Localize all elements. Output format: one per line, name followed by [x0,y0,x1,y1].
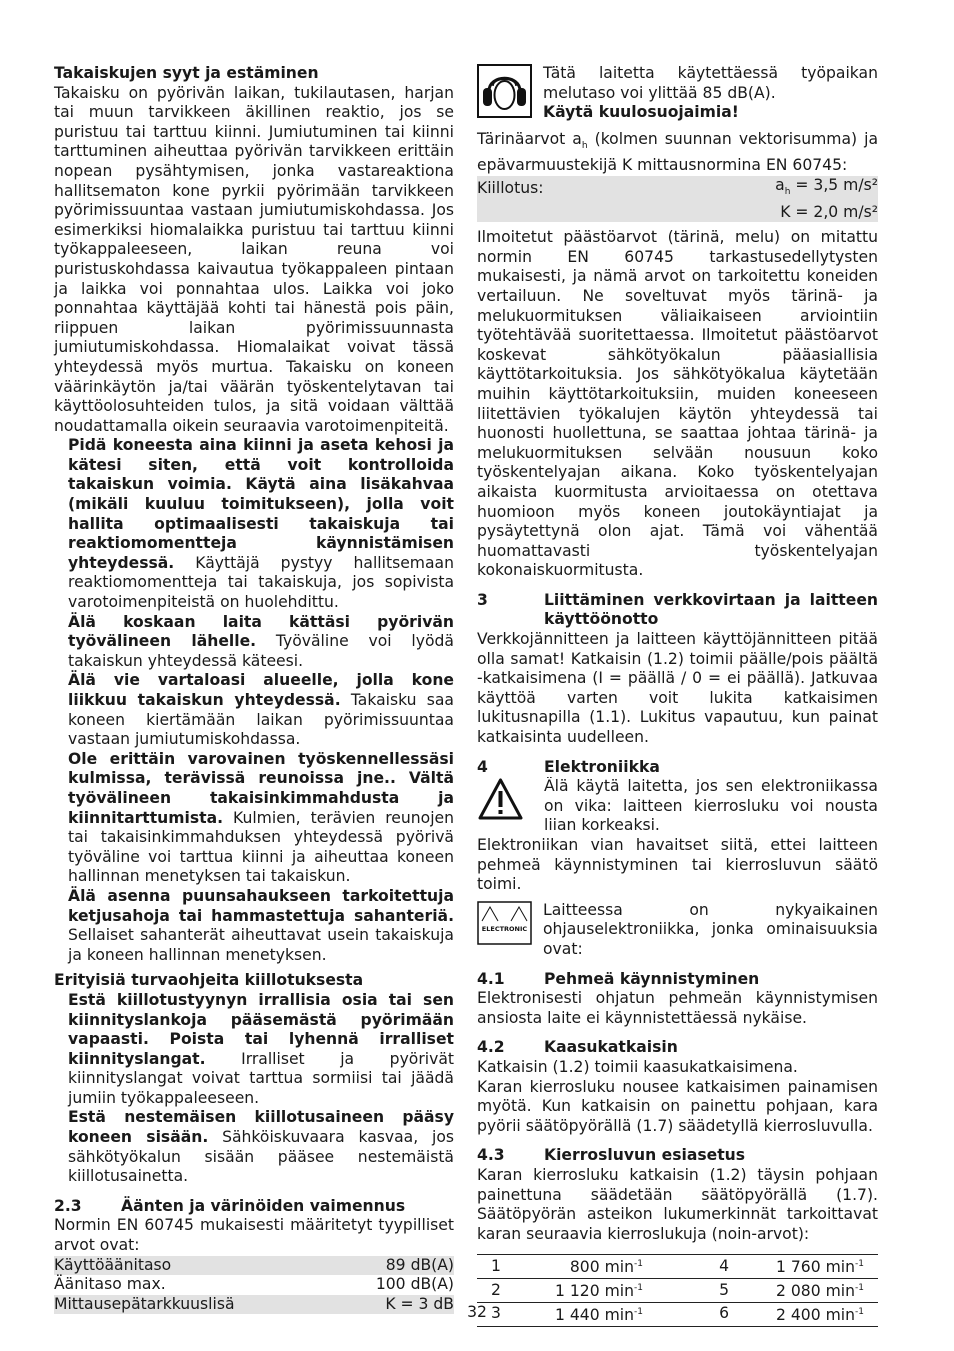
electronic-block [477,901,878,960]
table-row [54,1256,454,1276]
kickback-item-bold: Pidä koneesta aina kiinni ja aseta kehosi ja kätesi siten, että voit kontrolloida takaiskun voimia. Käytä aina lisäkahvaa (mikäli kuuluu toimitukseen), jolla voit hallita optimaalisesti takaiskuja tai reaktiomomentteja käynnistämisen yhteydessä. [68,436,454,572]
dial-setting: 3 [491,1304,501,1323]
electronics-warning-block [477,777,878,836]
polish-item-bold: Estä nestemäisen kiillotusaineen pääsy koneen sisään. [68,1108,454,1147]
speed-number: 2 400 [775,1306,821,1325]
speed-value [515,1279,643,1303]
section-4-1-body: Elektronisesti ohjatun pehmeän käynnistymisen ansiosta laite ei käynnistettäessä nykäise. [477,989,878,1027]
vib-intro-a: Tärinäarvot a [477,129,582,148]
section-4-heading [477,758,878,778]
page-number: 32 [467,1303,487,1321]
electronic-icon-label: ELECTRONIC [481,924,528,933]
section-4-1-heading [477,970,878,990]
kickback-item-text: Sellaiset sahanterät aiheuttavat usein takaiskuja ja koneen hallinnan menetyksen. [68,926,454,964]
speed-unit: min [825,1306,856,1325]
speed-unit-exp: -1 [634,1283,643,1294]
speed-value [729,1279,878,1303]
kickback-item-text: Työväline voi lyödä takaiskun yhteydessä käteesi. [68,632,454,670]
vib-intro-b: (kolmen suunnan vektorisumma) ja epävarmuustekijä K mittausnormina EN 60745: [477,129,879,175]
speed-unit: min [604,1258,635,1277]
polish-item-text: Irralliset ja pyörivät kiinnityslangat voivat tarttua sormiisi tai jäädä jumiin työkappaleeseen. [68,1049,454,1107]
speed-number: 1 760 [775,1258,821,1277]
section-4-3-heading [477,1146,878,1166]
section-title: Kierrosluvun esiasetus [544,1146,746,1165]
section-title: Pehmeä käynnistyminen [544,969,760,988]
noise-label: Mittausepätarkkuuslisä [54,1295,333,1315]
kickback-heading: Takaiskujen syyt ja estäminen [54,64,319,82]
vib-a-sub: h [784,187,791,197]
section-number: 4.2 [477,1038,505,1057]
kickback-item-bold: Älä asenna puunsahaukseen tarkoitettuja ketjusahoja tai hammastettuja sahanteriä. [68,886,454,925]
section-2-3-heading [54,1197,454,1217]
vib-a: a [775,175,785,194]
noise-value: K = 3 dB [333,1295,454,1315]
speed-number: 1 120 [554,1282,600,1301]
right-column [477,64,878,1327]
section-number: 4.3 [477,1146,505,1165]
kickback-paragraph: Takaisku on pyörivän laikan, tukilautasen, harjan tai muun tarvikkeen äkillinen reaktio, jos se puristuu tai tarttuu kiinni. Jumiutuminen tai kiinni tarttuminen aiheuttaa pyörivän tarvikkeen erittäin nopean pysähtymisen, jonka vastareaktiona hallitsematon kone pyrkii pyörimään tarvikkeen pyörimissuuntaa vastaan jumiutumiskohdassa. Jos esimerkiksi hiomalaikka puristuu tai tarttuu kiinni työkappaleeseen, laikan reuna voi puristuskohdassa kaivautua työkappaleen pintaan ja laikka voi ponnahtaa ulos. Laikka voi joko ponnahtaa käyttäjää kohti tai hänestä pois päin, riippuen laikan pyörimissuunnasta jumiutumiskohdassa. Hiomalaikat voivat tässä yhteydessä myös murtua. Takaisku on koneen väärinkäytön ja/tai väärän työskentelytavan tai käyttöolosuhteiden tulos, ja sitä voidaan välttää noudattamalla oikein seuraavia varotoimenpiteitä. [54,83,454,435]
polish-item-bold: Estä kiillotustyynyn irrallisia osia tai sen kiinnityslankoja pääsemästä pyörimään vapaasti. Poista tai lyhennä irralliset kiinnityslangat. [68,990,454,1068]
vib-a-value: = 3,5 m/s² [790,175,878,194]
electronic-icon [477,901,532,951]
table-row [477,1279,878,1303]
section-title: Liittäminen verkkovirtaan ja laitteen käyttöönotto [544,590,878,629]
section-2-3-body: Normin EN 60745 mukaisesti määritetyt tyypilliset arvot ovat: [54,1216,454,1255]
vibration-value [634,176,878,203]
table-row [54,1275,454,1295]
kickback-item-bold: Älä vie vartaloasi alueelle, jolla kone liikkuu takaiskun yhteydessä. [68,671,454,709]
dial-setting: 2 [477,1279,515,1303]
section-3-body: Verkkojännitteen ja laitteen käyttöjännitteen pitää olla samat! Katkaisin (1.2) toimii päälle/pois päältä -katkaisimena (I = päällä / 0 = ei päällä). Jatkuvaa käyttöä varten voit lukita katkaisimen lukitusnapilla (1.1). Lukitus vapautuu, kun painat katkaisinta uudelleen. [477,630,878,747]
kickback-item-bold: Ole erittäin varovainen työskennellessäsi kulmissa, terävissä reunoissa jne.. Vältä työvälineen takaisinkimmahdusta ja kiinnitarttumista. [68,749,454,827]
kickback-item [54,887,454,965]
speed-unit: min [825,1282,856,1301]
section-4-2-body: Katkaisin (1.2) toimii kaasukatkaisimena. [477,1057,798,1076]
kickback-item [54,750,454,887]
speed-value [515,1255,643,1279]
section-title: Kaasukatkaisin [544,1038,678,1057]
section-number: 3 [477,590,488,609]
speed-value [729,1255,878,1279]
speed-unit-exp: -1 [855,1259,864,1270]
section-4-2-body: Karan kierrosluku nousee katkaisimen painamisen myötä. Kun katkaisin on painettu pohjaan, kara pyörii säätöpyörällä (1.7) säädetyllä kierrosluvulla. [477,1077,878,1135]
section-title: Äänten ja värinöiden vaimennus [121,1196,406,1215]
polish-item [54,991,454,1109]
speed-unit: min [825,1258,856,1277]
section-number: 2.3 [54,1196,82,1215]
kickback-item [54,613,454,672]
speed-unit: min [604,1306,635,1325]
vib-intro-sub: h [581,140,588,151]
ear-protection-icon [477,64,532,124]
vibration-label: Kiillotus: [477,176,634,203]
noise-value: 100 dB(A) [375,1275,454,1294]
noise-label: Äänitaso max. [54,1275,166,1294]
speed-number: 800 [569,1258,600,1277]
vibration-intro [477,130,878,176]
vibration-table [477,176,878,222]
dial-setting: 4 [643,1255,729,1279]
ear-protection-block [477,64,878,124]
section-4-body: Elektroniikan vian havaitset siitä, ettei laitteen pehmeä käynnistyminen tai kierrosluvun säätö toimi. [477,836,878,894]
vibration-k-value: K = 2,0 m/s² [634,203,878,223]
table-row [477,176,878,203]
section-3-heading [477,591,878,630]
speed-unit-exp: -1 [855,1283,864,1294]
dial-setting: 1 [477,1255,515,1279]
polish-heading: Erityisiä turvaohjeita kiillotuksesta [54,971,364,990]
section-number: 4.1 [477,969,505,988]
ear-protection-warning: Käytä kuulosuojaimia! [543,103,739,122]
kickback-item-bold: Älä koskaan laita kättäsi pyörivän työvälineen lähelle. [68,612,454,651]
section-title: Elektroniikka [544,757,660,776]
dial-setting: 6 [719,1304,729,1323]
table-row [477,203,878,223]
electronics-warning-text: Älä käytä laitetta, jos sen elektroniikassa on vika: laitteen kierrosluku voi nousta liian korkeaksi. [544,777,878,835]
kickback-item-text: Kulmien, terävien reunojen tai takaisinkimmahduksen yhteydessä pyörivä työväline voi tarttua kiinni ja aiheuttaa koneen hallinnan menetyksen tai takaiskun. [68,808,454,886]
left-column [54,64,454,1314]
section-number: 4 [477,757,488,776]
kickback-item [54,671,454,749]
warning-icon [477,777,524,827]
empty-cell [477,203,634,223]
speed-unit: min [604,1282,635,1301]
noise-label: Käyttöäänitaso [54,1256,333,1276]
polish-item [54,1108,454,1186]
ear-protection-text: Tätä laitetta käytettäessä työpaikan melutaso voi ylittää 85 dB(A). [543,64,878,102]
electronic-text: Laitteessa on nykyaikainen ohjauselektroniikka, jonka ominaisuuksia ovat: [543,900,878,958]
polish-item-text: Sähköiskuvaara kasvaa, jos sähkötyökalun sisään pääsee nestemäistä kiillotusainetta. [68,1128,454,1186]
speed-unit-exp: -1 [855,1306,864,1317]
noise-value: 89 dB(A) [333,1256,454,1276]
speed-unit-exp: -1 [634,1306,643,1317]
section-4-2-heading [477,1038,878,1058]
kickback-item-text: Takaisku saa koneen kiertämään laikan pyörimissuuntaa vastaan jumiutumiskohdassa. [68,691,454,749]
kickback-item-text: Käyttäjä pystyy hallitsemaan reaktiomomentteja tai takaiskuja, jos sopivista varotoimenpiteistä on huolehdittu. [68,553,454,612]
section-4-3-body: Karan kierrosluku katkaisin (1.2) täysin pohjaan painettuna säädetään säätöpyörällä (1.7). Säätöpyörän asteikon lukumerkinnät tarkoittavat karan seuraavia kierroslukuja (noin-arvot): [477,1165,878,1243]
table-row [477,1255,878,1279]
emission-paragraph: Ilmoitetut päästöarvot (tärinä, melu) on mitattu normin EN 60745 tarkastusedellytysten mukaisesti, ja nämä arvot on tarkoitettu koneiden vertailuun. Ne soveltuvat myös tärinä- ja melukuormituksen väliaikaiseen arviointiin työtehtävää suoritettaessa. Ilmoitetut päästöarvot koskevat sähkötyökalun pääasiallisia käyttötarkoituksia. Jos sähkötyökalua käytetään muihin käyttötarkoituksiin, muiden koneeseen liitettävien työkalujen käytön yhteydessä tai huonosti huollettuna, se saattaa johtaa tärinä- ja melukuormituksen selvään nousuun koko työskentelyajan aikana. Koko työskentelyajan aikaista kuormitusta arvioitaessa on otettava huomioon myös koneen joutokäyntiajat ja pysäytettynä olon ajat. Tämä voi vähentää huomattavasti työskentelyajan kokonaiskuormitusta. [477,228,878,580]
speed-number: 2 080 [775,1282,821,1301]
speed-unit-exp: -1 [634,1259,643,1270]
speed-number: 1 440 [554,1306,600,1325]
kickback-item [54,436,454,612]
dial-setting: 5 [643,1279,729,1303]
